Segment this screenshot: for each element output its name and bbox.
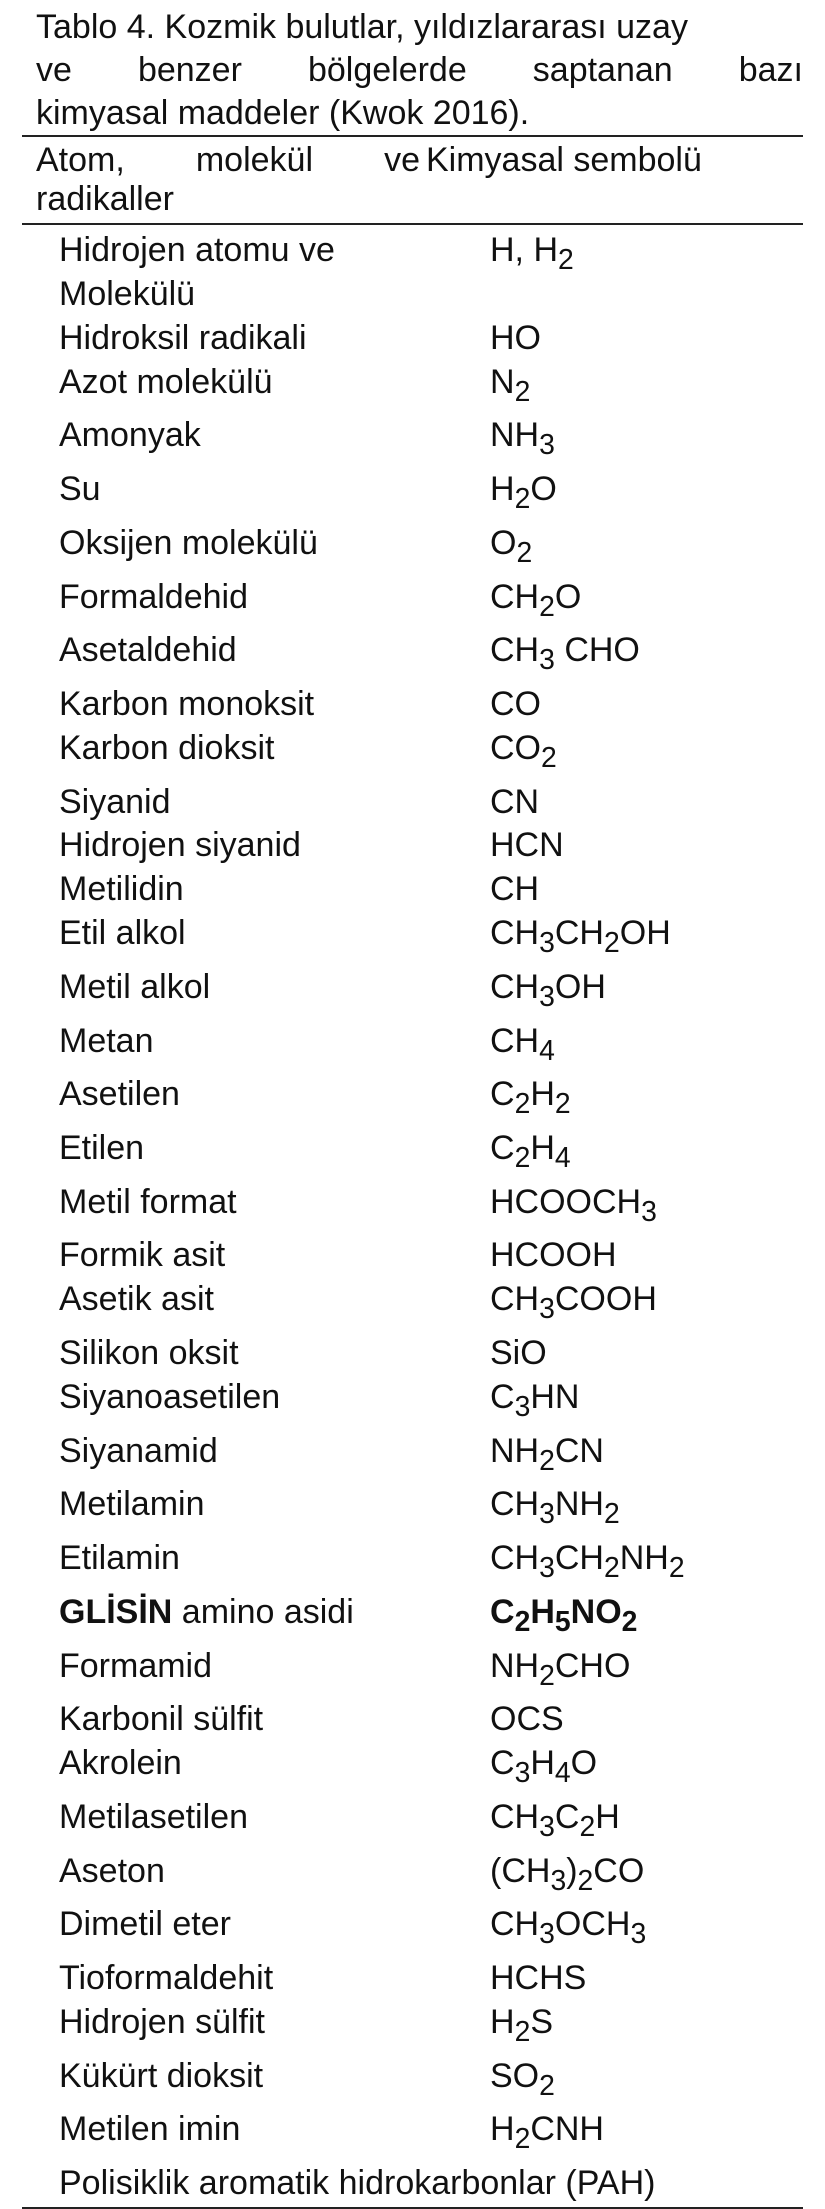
compound-name: Formaldehid (59, 577, 248, 616)
chemical-formula: $CO_2$ (490, 728, 557, 774)
compound-name: Su (59, 470, 101, 509)
header-word: molekül (195, 141, 314, 179)
header-word: Atom, (36, 141, 125, 179)
table-row (22, 1278, 803, 1332)
chemical-formula: $CH_3C_2H$ (490, 1797, 620, 1843)
chemical-formula: OCS (490, 1700, 564, 1739)
table-row (22, 727, 803, 781)
compound-name: Metil alkol (59, 967, 211, 1006)
table-row (22, 2001, 803, 2055)
compound-name: Metilamin (59, 1485, 205, 1524)
table-row (22, 1127, 803, 1181)
compound-name: Metilen imin (59, 2110, 241, 2149)
table-header (22, 137, 803, 223)
table-row (22, 522, 803, 576)
table-row (22, 1376, 803, 1430)
compound-name: Formik asit (59, 1236, 226, 1275)
chemical-formula: $SO_2$ (490, 2056, 555, 2102)
table-row (22, 781, 803, 825)
chemical-formula: $O_2$ (490, 523, 533, 569)
compound-name: Asetik asit (59, 1280, 214, 1319)
table-row (22, 1537, 803, 1591)
chemical-formula: $CH_3OH$ (490, 967, 606, 1013)
chemical-formula: $N_2$ (490, 362, 531, 408)
compound-name: Metilasetilen (59, 1797, 248, 1836)
compound-name: Etilen (59, 1129, 145, 1168)
table-row (22, 2055, 803, 2109)
table-row (22, 1850, 803, 1904)
compound-name: Asetilen (59, 1075, 180, 1114)
chemical-formula: CN (490, 782, 540, 821)
chemical-formula: H, $H_2$ (490, 231, 574, 276)
caption-line-3: kimyasal maddeler (Kwok 2016). (36, 94, 530, 132)
table-row (22, 1591, 803, 1645)
table-row (22, 361, 803, 415)
compound-name: Metan (59, 1021, 154, 1060)
table-row (22, 1073, 803, 1127)
compound-name: Aseton (59, 1851, 165, 1890)
chemical-formula: $CH_3OCH_3$ (490, 1905, 647, 1951)
compound-name: Amonyak (59, 416, 201, 455)
table-row (22, 824, 803, 868)
chemical-formula: $CH_3CH_2NH_2$ (490, 1539, 685, 1584)
table-row (22, 629, 803, 683)
chemical-formula: $CH_3$ CHO (490, 631, 640, 677)
table-row (22, 414, 803, 468)
footer-row: Polisiklik aromatik hidrokarbonlar (PAH) (59, 2163, 656, 2202)
compound-name: Karbon dioksit (59, 728, 275, 767)
chemical-formula: $CH_2O$ (490, 577, 582, 623)
compound-name: Oksijen molekülü (59, 523, 318, 562)
header-col-name (36, 141, 426, 219)
table-row (22, 468, 803, 522)
table-body (22, 225, 803, 2162)
chemical-formula: $C_3H_4O$ (490, 1744, 598, 1789)
chemical-formula: $CH_3COOH$ (490, 1280, 657, 1326)
chemical-formula: $C_2H_5NO_2$ (490, 1592, 638, 1638)
header-col-name-line-2: radikaller (36, 180, 174, 218)
compound-name: Hidrojen sülfit (59, 2002, 265, 2041)
chemical-formula: $NH_2CN$ (490, 1431, 604, 1477)
document-page (22, 6, 803, 2209)
compound-name: Hidrojen siyanid (59, 826, 301, 865)
table-row (22, 1430, 803, 1484)
chemical-formula: HCN (490, 826, 564, 865)
chemical-formula: $C_2H_2$ (490, 1075, 571, 1121)
chemical-formula: $H_2S$ (490, 2002, 554, 2048)
compound-name: Siyanoasetilen (59, 1378, 281, 1416)
compound-name: Formamid (59, 1646, 213, 1685)
chemical-formula: $C_3HN$ (490, 1378, 580, 1423)
table-row (22, 966, 803, 1020)
chemical-formula: HO (490, 318, 541, 357)
compound-name: Akrolein (59, 1744, 182, 1783)
compound-name: GLİSİN amino asidi (59, 1592, 354, 1631)
compound-name: Azot molekülü (59, 362, 273, 401)
chemical-formula: $H_2O$ (490, 470, 557, 515)
chemical-formula: $C_2H_4$ (490, 1129, 571, 1174)
header-col-symbol: Kimyasal sembolü (426, 141, 702, 179)
table-row (22, 1645, 803, 1699)
table-row (22, 1903, 803, 1957)
table-row (22, 1796, 803, 1850)
caption-word: ve (36, 51, 72, 89)
table-row (22, 1020, 803, 1074)
table-row (22, 868, 803, 912)
table-row (22, 1742, 803, 1796)
chemical-formula: $CH_3NH_2$ (490, 1485, 620, 1531)
compound-name: Etilamin (59, 1539, 180, 1578)
table-row (22, 1234, 803, 1278)
compound-name: Metilidin (59, 870, 184, 909)
compound-name: Asetaldehid (59, 631, 237, 670)
table-row (22, 229, 803, 317)
chemical-formula: $NH_3$ (490, 416, 555, 462)
compound-name: Siyanamid (59, 1431, 218, 1470)
compound-name: Siyanid (59, 782, 171, 821)
compound-name: Kükürt dioksit (59, 2056, 264, 2095)
compound-name: Silikon oksit (59, 1334, 239, 1373)
table-row (22, 1483, 803, 1537)
header-col-name-line-1 (36, 141, 420, 180)
chemical-formula: $HCOOCH_3$ (490, 1182, 657, 1228)
table-row (22, 1181, 803, 1235)
table-row (22, 683, 803, 727)
caption-line-2 (36, 49, 803, 92)
chemical-formula: $H_2CNH$ (490, 2110, 604, 2156)
compound-name: Hidrojen atomu ve Molekülü (59, 231, 335, 313)
caption-line-1: Tablo 4. Kozmik bulutlar, yıldızlararası uzay (36, 8, 688, 46)
table-row (22, 1332, 803, 1376)
table-row (22, 2108, 803, 2162)
compound-name: Karbon monoksit (59, 684, 315, 723)
compound-name: Metil format (59, 1182, 237, 1221)
chemical-formula: $CH_4$ (490, 1021, 555, 1067)
table-row (22, 1698, 803, 1742)
table-row (22, 576, 803, 630)
compound-name: Dimetil eter (59, 1905, 231, 1944)
caption-word: benzer (137, 51, 242, 89)
chemical-formula: $(CH_3)_2CO$ (490, 1851, 645, 1897)
chemical-formula: HCOOH (490, 1236, 617, 1275)
table-row (22, 1957, 803, 2001)
compound-name: Karbonil sülfit (59, 1700, 264, 1739)
table-row (22, 317, 803, 361)
chemical-formula: CO (490, 684, 541, 723)
caption-word: bazı (738, 51, 803, 89)
table-row (22, 912, 803, 966)
caption-word: saptanan (532, 51, 673, 89)
chemical-formula: $NH_2CHO$ (490, 1646, 631, 1692)
header-word: ve (384, 141, 420, 179)
table-caption (22, 6, 803, 135)
compound-name: Tioformaldehit (59, 1958, 274, 1997)
chemical-formula: SiO (490, 1334, 547, 1373)
caption-word: bölgelerde (307, 51, 467, 89)
compound-name: Hidroksil radikali (59, 318, 307, 357)
chemical-formula: $CH_3CH_2OH$ (490, 914, 671, 960)
chemical-formula: CH (490, 870, 540, 909)
compound-name: Etil alkol (59, 914, 186, 953)
chemical-formula: HCHS (490, 1958, 587, 1997)
